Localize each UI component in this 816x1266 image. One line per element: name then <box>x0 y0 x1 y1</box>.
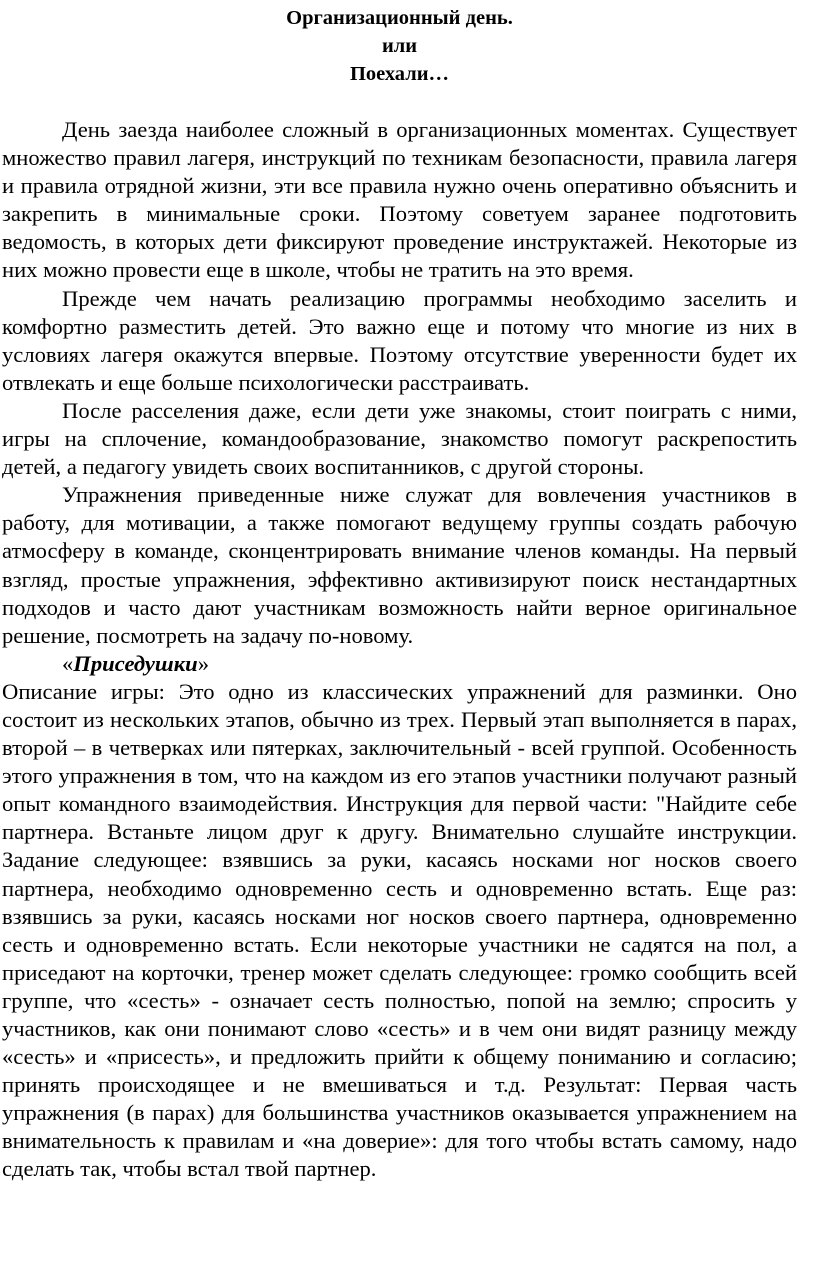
game-heading <box>2 650 797 678</box>
game-description: Описание игры: Это одно из классических упражнений для разминки. Оно состоит из нескольких этапов, обычно из трех. Первый этап выполняется в парах, второй – в четверках или пятерках, заключительный - всей группой. Особенность этого упражнения в том, что на каждом из его этапов участники получают разный опыт командного взаимодействия. Инструкция для первой части: "Найдите себе партнера. Встаньте лицом друг к другу. Внимательно слушайте инструкции. Задание следующее: взявшись за руки, касаясь носками ног носков своего партнера, необходимо одновременно сесть и одновременно встать. Еще раз: взявшись за руки, касаясь носками ног носков своего партнера, одновременно сесть и одновременно встать. Если некоторые участники не садятся на пол, а приседают на корточки, тренер может сделать следующее: громко сообщить всей группе, что «сесть» - означает сесть полностью, попой на землю; спросить у участников, как они понимают слово «сесть» и в чем они видят разницу между «сесть» и «присесть», и предложить прийти к общему пониманию и согласию; принять происходящее и не вмешиваться и т.д. Результат: Первая часть упражнения (в парах) для большинства участников оказывается упражнением на внимательность к правилам и «на доверие»: для того чтобы встать самому, надо сделать так, чтобы встал твой партнер. <box>2 678 797 1182</box>
document-title-line-2: или <box>381 35 418 57</box>
document-title-line-1: Организационный день. <box>286 7 513 29</box>
quote-close: » <box>197 650 210 676</box>
paragraph-team-games: После расселения даже, если дети уже знакомы, стоит поиграть с ними, игры на сплочение, командообразование, знакомство помогут раскрепостить детей, а педагогу увидеть своих воспитанников, с другой стороны. <box>2 397 797 480</box>
title-spacer <box>2 88 797 116</box>
document-title-line-3: Поехали… <box>349 63 450 85</box>
paragraph-arrival-day: День заезда наиболее сложный в организационных моментах. Существует множество правил лагеря, инструкций по техникам безопасности, правила лагеря и правила отрядной жизни, эти все правила нужно очень оперативно объяснить и закрепить в минимальные сроки. Поэтому советуем заранее подготовить ведомость, в которых дети фиксируют проведение инструктажей. Некоторые из них можно провести еще в школе, чтобы не тратить на это время. <box>2 117 797 283</box>
quote-open: « <box>62 650 74 676</box>
document-page <box>0 4 816 1184</box>
paragraph-exercises: Упражнения приведенные ниже служат для вовлечения участников в работу, для мотивации, а также помогают ведущему группы создать рабочую атмосферу в команде, сконцентрировать внимание членов команды. На первый взгляд, простые упражнения, эффективно активизируют поиск нестандартных подходов и часто дают участникам возможность найти верное оригинальное решение, посмотреть на задачу по-новому. <box>2 482 797 648</box>
paragraph-settling: Прежде чем начать реализацию программы необходимо заселить и комфортно разместить детей. Это важно еще и потому что многие из них в условиях лагеря окажутся впервые. Поэтому отсутствие уверенности будет их отвлекать и еще больше психологически расстраивать. <box>2 285 797 395</box>
game-name: Приседушки <box>73 650 198 676</box>
